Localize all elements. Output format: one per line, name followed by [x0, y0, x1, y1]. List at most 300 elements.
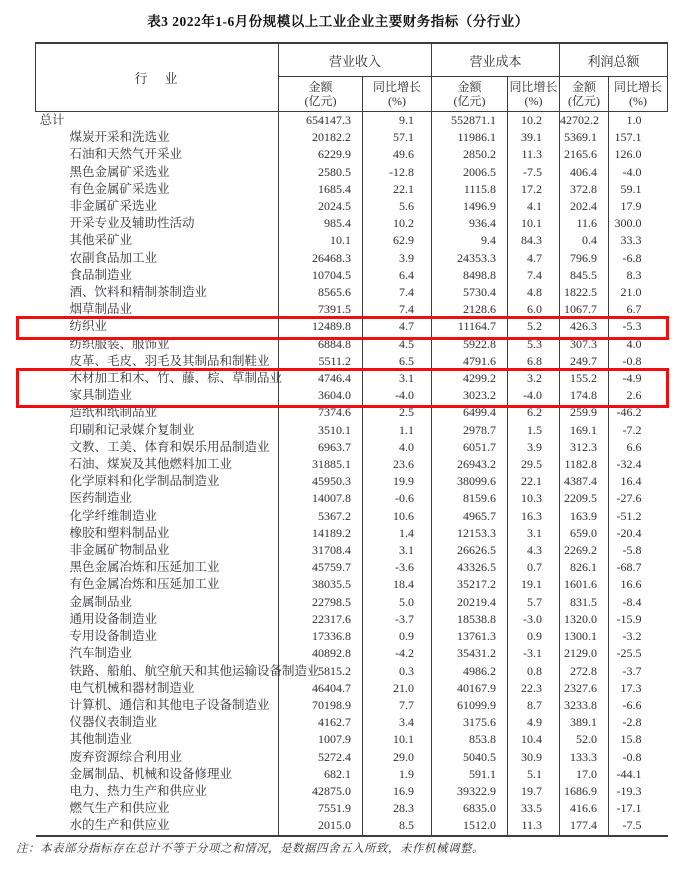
value-cell: 11.3	[508, 817, 560, 835]
value-cell: -0.6	[363, 490, 432, 507]
value-cell: 0.7	[508, 559, 560, 576]
value-cell: 1320.0	[560, 611, 609, 628]
table-row	[36, 525, 668, 542]
value-cell: 416.6	[560, 800, 609, 817]
table-body	[36, 112, 668, 836]
value-cell: 17.9	[609, 198, 668, 215]
table-row	[36, 181, 668, 198]
table-row	[36, 783, 668, 800]
value-cell: 29.5	[508, 456, 560, 473]
table-row	[36, 731, 668, 748]
value-cell: 659.0	[560, 525, 609, 542]
table-row	[36, 336, 668, 353]
industry-name-cell: 计算机、通信和其他电子设备制造业	[69, 697, 270, 712]
value-cell: 853.8	[432, 731, 508, 748]
value-cell: 2327.6	[560, 680, 609, 697]
value-cell: 1496.9	[432, 198, 508, 215]
value-cell: -32.4	[609, 456, 668, 473]
value-cell: 12489.8	[279, 318, 363, 335]
industry-name-cell: 石油和天然气开采业	[69, 147, 183, 162]
industry-name-cell: 纺织服装、服饰业	[69, 336, 170, 351]
value-cell: 4387.4	[560, 473, 609, 490]
table-row	[36, 422, 668, 439]
table-row	[36, 559, 668, 576]
table-header	[36, 43, 668, 112]
value-cell: 4986.2	[432, 663, 508, 680]
value-cell: 33.5	[508, 800, 560, 817]
value-cell: 16.4	[609, 473, 668, 490]
value-cell: 3175.6	[432, 714, 508, 731]
industry-name-cell: 农副食品加工业	[69, 250, 158, 265]
value-cell: 2209.5	[560, 490, 609, 507]
value-cell: 40167.9	[432, 680, 508, 697]
table-row	[36, 404, 668, 421]
table-wrapper	[35, 42, 667, 837]
table-row	[36, 680, 668, 697]
value-cell: 406.4	[560, 164, 609, 181]
value-cell: 831.5	[560, 594, 609, 611]
value-cell: 22798.5	[279, 594, 363, 611]
value-cell: 3.4	[363, 714, 432, 731]
value-cell: 552871.1	[432, 112, 508, 130]
value-cell: 21.0	[363, 680, 432, 697]
table-row	[36, 508, 668, 525]
value-cell: -5.8	[609, 542, 668, 559]
value-cell: 4.7	[363, 318, 432, 335]
sub-header-amount-label: 金额	[572, 80, 597, 94]
col-header-industry: 行 业	[36, 43, 279, 112]
value-cell: 7551.9	[279, 800, 363, 817]
value-cell: 52.0	[560, 731, 609, 748]
value-cell: 10704.5	[279, 267, 363, 284]
col-header-cost-amount	[432, 77, 508, 112]
value-cell: 0.4	[560, 232, 609, 249]
table-row	[36, 129, 668, 146]
industry-name-cell: 非金属矿物制品业	[69, 543, 170, 558]
value-cell: 1.1	[363, 422, 432, 439]
value-cell: 5.6	[363, 198, 432, 215]
value-cell: 5.2	[508, 318, 560, 335]
value-cell: 4.0	[363, 439, 432, 456]
industry-name-cell: 仪器仪表制造业	[69, 715, 158, 730]
value-cell: 24353.3	[432, 250, 508, 267]
value-cell: 28.3	[363, 800, 432, 817]
industry-name-cell: 化学原料和化学制品制造业	[69, 474, 220, 489]
value-cell: 17.3	[609, 680, 668, 697]
value-cell: 300.0	[609, 215, 668, 232]
industry-name-cell: 橡胶和塑料制品业	[69, 525, 170, 540]
value-cell: 0.3	[363, 663, 432, 680]
value-cell: 6884.8	[279, 336, 363, 353]
value-cell: -68.7	[609, 559, 668, 576]
value-cell: 3.1	[363, 542, 432, 559]
value-cell: 16.3	[508, 508, 560, 525]
value-cell: 591.1	[432, 766, 508, 783]
sub-header-growth-label: 同比增长	[614, 80, 663, 94]
value-cell: 5.0	[363, 594, 432, 611]
col-group-operating-cost: 营业成本	[432, 43, 560, 77]
value-cell: 163.9	[560, 508, 609, 525]
value-cell: -4.9	[609, 370, 668, 387]
value-cell: 2128.6	[432, 301, 508, 318]
value-cell: 21.0	[609, 284, 668, 301]
value-cell: 39322.9	[432, 783, 508, 800]
col-header-revenue-amount	[279, 77, 363, 112]
sub-header-growth-unit: (%)	[629, 94, 648, 108]
value-cell: 654147.3	[279, 112, 363, 130]
value-cell: 9.4	[432, 232, 508, 249]
industry-name-cell: 金属制品业	[69, 594, 133, 609]
industry-name-cell: 烟草制品业	[69, 302, 133, 317]
value-cell: 1.9	[363, 766, 432, 783]
value-cell: -2.8	[609, 714, 668, 731]
value-cell: 936.4	[432, 215, 508, 232]
value-cell: 1.0	[609, 112, 668, 130]
value-cell: 15.8	[609, 731, 668, 748]
industry-name-cell: 水的生产和供应业	[69, 818, 170, 833]
value-cell: 8.5	[363, 817, 432, 835]
value-cell: 6.0	[508, 301, 560, 318]
value-cell: 7.4	[363, 284, 432, 301]
value-cell: 10.1	[508, 215, 560, 232]
value-cell: 10.3	[508, 490, 560, 507]
industry-name-cell: 有色金属矿采选业	[69, 181, 170, 196]
industry-name-cell: 皮革、毛皮、羽毛及其制品和制鞋业	[69, 353, 270, 368]
table-row	[36, 301, 668, 318]
industry-name-cell: 铁路、船舶、航空航天和其他运输设备制造业	[69, 663, 320, 678]
value-cell: 3.1	[363, 370, 432, 387]
value-cell: 7391.5	[279, 301, 363, 318]
value-cell: 6835.0	[432, 800, 508, 817]
value-cell: -3.6	[363, 559, 432, 576]
industry-name-cell: 其他采矿业	[69, 233, 133, 248]
value-cell: 10.1	[279, 232, 363, 249]
value-cell: 6229.9	[279, 146, 363, 163]
value-cell: -19.3	[609, 783, 668, 800]
value-cell: 3.2	[508, 370, 560, 387]
value-cell: 426.3	[560, 318, 609, 335]
table-row	[36, 473, 668, 490]
table-row	[36, 749, 668, 766]
value-cell: 1115.8	[432, 181, 508, 198]
value-cell: 17.0	[560, 766, 609, 783]
table-row	[36, 594, 668, 611]
value-cell: 84.3	[508, 232, 560, 249]
value-cell: 177.4	[560, 817, 609, 835]
value-cell: 8.7	[508, 697, 560, 714]
value-cell: 174.8	[560, 387, 609, 404]
value-cell: 20219.4	[432, 594, 508, 611]
value-cell: 202.4	[560, 198, 609, 215]
value-cell: 2978.7	[432, 422, 508, 439]
value-cell: 1.5	[508, 422, 560, 439]
value-cell: 10.2	[508, 112, 560, 130]
value-cell: 11164.7	[432, 318, 508, 335]
value-cell: 46404.7	[279, 680, 363, 697]
value-cell: -6.6	[609, 697, 668, 714]
table-row	[36, 817, 668, 835]
value-cell: 312.3	[560, 439, 609, 456]
value-cell: 40892.8	[279, 645, 363, 662]
table-row	[36, 628, 668, 645]
value-cell: 10.2	[363, 215, 432, 232]
value-cell: 6.2	[508, 404, 560, 421]
value-cell: 14189.2	[279, 525, 363, 542]
industry-name-cell: 食品制造业	[69, 267, 133, 282]
value-cell: -6.8	[609, 250, 668, 267]
value-cell: 2006.5	[432, 164, 508, 181]
value-cell: 4162.7	[279, 714, 363, 731]
table-row	[36, 456, 668, 473]
value-cell: 1685.4	[279, 181, 363, 198]
value-cell: -15.9	[609, 611, 668, 628]
industry-name-cell: 其他制造业	[69, 732, 133, 747]
value-cell: 6.7	[609, 301, 668, 318]
value-cell: 6963.7	[279, 439, 363, 456]
industry-name-cell: 文教、工美、体育和娱乐用品制造业	[69, 439, 270, 454]
value-cell: 2850.2	[432, 146, 508, 163]
table-row	[36, 164, 668, 181]
industry-name-cell: 造纸和纸制品业	[69, 405, 158, 420]
value-cell: 31708.4	[279, 542, 363, 559]
value-cell: 8159.6	[432, 490, 508, 507]
value-cell: -4.0	[508, 387, 560, 404]
value-cell: 5369.1	[560, 129, 609, 146]
value-cell: 682.1	[279, 766, 363, 783]
value-cell: 2269.2	[560, 542, 609, 559]
value-cell: 133.3	[560, 749, 609, 766]
value-cell: -46.2	[609, 404, 668, 421]
value-cell: 307.3	[560, 336, 609, 353]
value-cell: 3023.2	[432, 387, 508, 404]
value-cell: 2024.5	[279, 198, 363, 215]
value-cell: 389.1	[560, 714, 609, 731]
value-cell: 19.7	[508, 783, 560, 800]
value-cell: 4.5	[363, 336, 432, 353]
value-cell: 1182.8	[560, 456, 609, 473]
value-cell: -17.1	[609, 800, 668, 817]
industry-name-cell: 纺织业	[69, 319, 108, 334]
value-cell: 7.4	[508, 267, 560, 284]
value-cell: 26626.5	[432, 542, 508, 559]
value-cell: 23.6	[363, 456, 432, 473]
table-row	[36, 714, 668, 731]
value-cell: 4.3	[508, 542, 560, 559]
industry-name-cell: 非金属矿采选业	[69, 199, 158, 214]
value-cell: -0.8	[609, 353, 668, 370]
value-cell: 22.1	[508, 473, 560, 490]
value-cell: -20.4	[609, 525, 668, 542]
value-cell: 3510.1	[279, 422, 363, 439]
sub-header-growth-unit: (%)	[388, 94, 406, 108]
value-cell: 1512.0	[432, 817, 508, 835]
value-cell: 9.1	[363, 112, 432, 130]
industry-name-cell: 黑色金属冶炼和压延加工业	[69, 560, 220, 575]
value-cell: 22317.6	[279, 611, 363, 628]
value-cell: 22.3	[508, 680, 560, 697]
value-cell: -7.2	[609, 422, 668, 439]
value-cell: 259.9	[560, 404, 609, 421]
table-row	[36, 232, 668, 249]
value-cell: 4299.2	[432, 370, 508, 387]
industry-name-cell: 医药制造业	[69, 491, 133, 506]
value-cell: -27.6	[609, 490, 668, 507]
value-cell: 33.3	[609, 232, 668, 249]
industry-name-cell: 有色金属冶炼和压延加工业	[69, 577, 220, 592]
value-cell: 4.8	[508, 284, 560, 301]
value-cell: 1007.9	[279, 731, 363, 748]
industry-name-cell: 木材加工和木、竹、藤、棕、草制品业	[69, 371, 283, 386]
value-cell: 26468.3	[279, 250, 363, 267]
value-cell: 12153.3	[432, 525, 508, 542]
value-cell: 6.4	[363, 267, 432, 284]
value-cell: 5922.8	[432, 336, 508, 353]
value-cell: 272.8	[560, 663, 609, 680]
value-cell: 372.8	[560, 181, 609, 198]
value-cell: 18538.8	[432, 611, 508, 628]
financial-indicators-table	[35, 42, 668, 837]
value-cell: 17336.8	[279, 628, 363, 645]
value-cell: 8498.8	[432, 267, 508, 284]
value-cell: 5040.5	[432, 749, 508, 766]
value-cell: 126.0	[609, 146, 668, 163]
value-cell: 57.1	[363, 129, 432, 146]
value-cell: 8565.6	[279, 284, 363, 301]
table-row	[36, 112, 668, 130]
value-cell: 45759.7	[279, 559, 363, 576]
value-cell: 39.1	[508, 129, 560, 146]
value-cell: -25.5	[609, 645, 668, 662]
value-cell: 985.4	[279, 215, 363, 232]
value-cell: 4791.6	[432, 353, 508, 370]
value-cell: -3.1	[508, 645, 560, 662]
value-cell: 2580.5	[279, 164, 363, 181]
value-cell: 157.1	[609, 129, 668, 146]
industry-name-cell: 家具制造业	[69, 388, 133, 403]
table-row	[36, 353, 668, 370]
value-cell: 5815.2	[279, 663, 363, 680]
sub-header-amount-unit: (亿元)	[304, 94, 337, 108]
value-cell: 6499.4	[432, 404, 508, 421]
sub-header-amount-label: 金额	[308, 80, 333, 94]
industry-name-cell: 总计	[39, 113, 65, 127]
value-cell: 1601.6	[560, 576, 609, 593]
value-cell: 4746.4	[279, 370, 363, 387]
value-cell: 42702.2	[560, 112, 609, 130]
value-cell: 6.6	[609, 439, 668, 456]
value-cell: 10.4	[508, 731, 560, 748]
report-page	[0, 10, 676, 892]
value-cell: 16.9	[363, 783, 432, 800]
table-row	[36, 215, 668, 232]
table-row	[36, 198, 668, 215]
value-cell: 5.3	[508, 336, 560, 353]
value-cell: 22.1	[363, 181, 432, 198]
col-header-profit-amount	[560, 77, 609, 112]
industry-name-cell: 化学纤维制造业	[69, 508, 158, 523]
table-row	[36, 370, 668, 387]
value-cell: 0.9	[508, 628, 560, 645]
sub-header-growth-label: 同比增长	[509, 80, 558, 94]
value-cell: 14007.8	[279, 490, 363, 507]
value-cell: 70198.9	[279, 697, 363, 714]
industry-name-cell: 专用设备制造业	[69, 629, 158, 644]
industry-name-cell: 电力、热力生产和供应业	[69, 783, 208, 798]
value-cell: 2.5	[363, 404, 432, 421]
sub-header-growth-unit: (%)	[524, 94, 543, 108]
value-cell: 3233.8	[560, 697, 609, 714]
value-cell: 5367.2	[279, 508, 363, 525]
industry-name-cell: 煤炭开采和洗选业	[69, 130, 170, 145]
value-cell: -7.5	[609, 817, 668, 835]
col-header-cost-growth	[508, 77, 560, 112]
value-cell: 1822.5	[560, 284, 609, 301]
value-cell: -44.1	[609, 766, 668, 783]
value-cell: 16.6	[609, 576, 668, 593]
value-cell: 13761.3	[432, 628, 508, 645]
value-cell: 10.1	[363, 731, 432, 748]
table-row	[36, 284, 668, 301]
table-row	[36, 663, 668, 680]
value-cell: -3.2	[609, 628, 668, 645]
col-header-revenue-growth	[363, 77, 432, 112]
value-cell: 796.9	[560, 250, 609, 267]
value-cell: 43326.5	[432, 559, 508, 576]
table-row	[36, 542, 668, 559]
table-row	[36, 250, 668, 267]
value-cell: 4.0	[609, 336, 668, 353]
value-cell: 4965.7	[432, 508, 508, 525]
value-cell: 1300.1	[560, 628, 609, 645]
value-cell: 3.9	[363, 250, 432, 267]
value-cell: 7374.6	[279, 404, 363, 421]
value-cell: 5.7	[508, 594, 560, 611]
value-cell: -3.7	[363, 611, 432, 628]
value-cell: 26943.2	[432, 456, 508, 473]
industry-name-cell: 废弃资源综合利用业	[69, 749, 183, 764]
value-cell: 35217.2	[432, 576, 508, 593]
value-cell: -5.3	[609, 318, 668, 335]
value-cell: 19.9	[363, 473, 432, 490]
value-cell: 2.6	[609, 387, 668, 404]
value-cell: -4.0	[363, 387, 432, 404]
value-cell: 3.9	[508, 439, 560, 456]
value-cell: 1067.7	[560, 301, 609, 318]
table-row	[36, 645, 668, 662]
industry-name-cell: 电气机械和器材制造业	[69, 680, 195, 695]
value-cell: -8.4	[609, 594, 668, 611]
value-cell: 17.2	[508, 181, 560, 198]
value-cell: 155.2	[560, 370, 609, 387]
value-cell: 19.1	[508, 576, 560, 593]
value-cell: 4.1	[508, 198, 560, 215]
value-cell: 4.7	[508, 250, 560, 267]
value-cell: 3604.0	[279, 387, 363, 404]
value-cell: -51.2	[609, 508, 668, 525]
value-cell: 11.3	[508, 146, 560, 163]
value-cell: 31885.1	[279, 456, 363, 473]
value-cell: 62.9	[363, 232, 432, 249]
industry-name-cell: 汽车制造业	[69, 646, 133, 661]
col-group-operating-revenue: 营业收入	[279, 43, 432, 77]
value-cell: 6051.7	[432, 439, 508, 456]
value-cell: 8.3	[609, 267, 668, 284]
value-cell: -12.8	[363, 164, 432, 181]
value-cell: 49.6	[363, 146, 432, 163]
table-row	[36, 800, 668, 817]
table-row	[36, 611, 668, 628]
value-cell: 249.7	[560, 353, 609, 370]
